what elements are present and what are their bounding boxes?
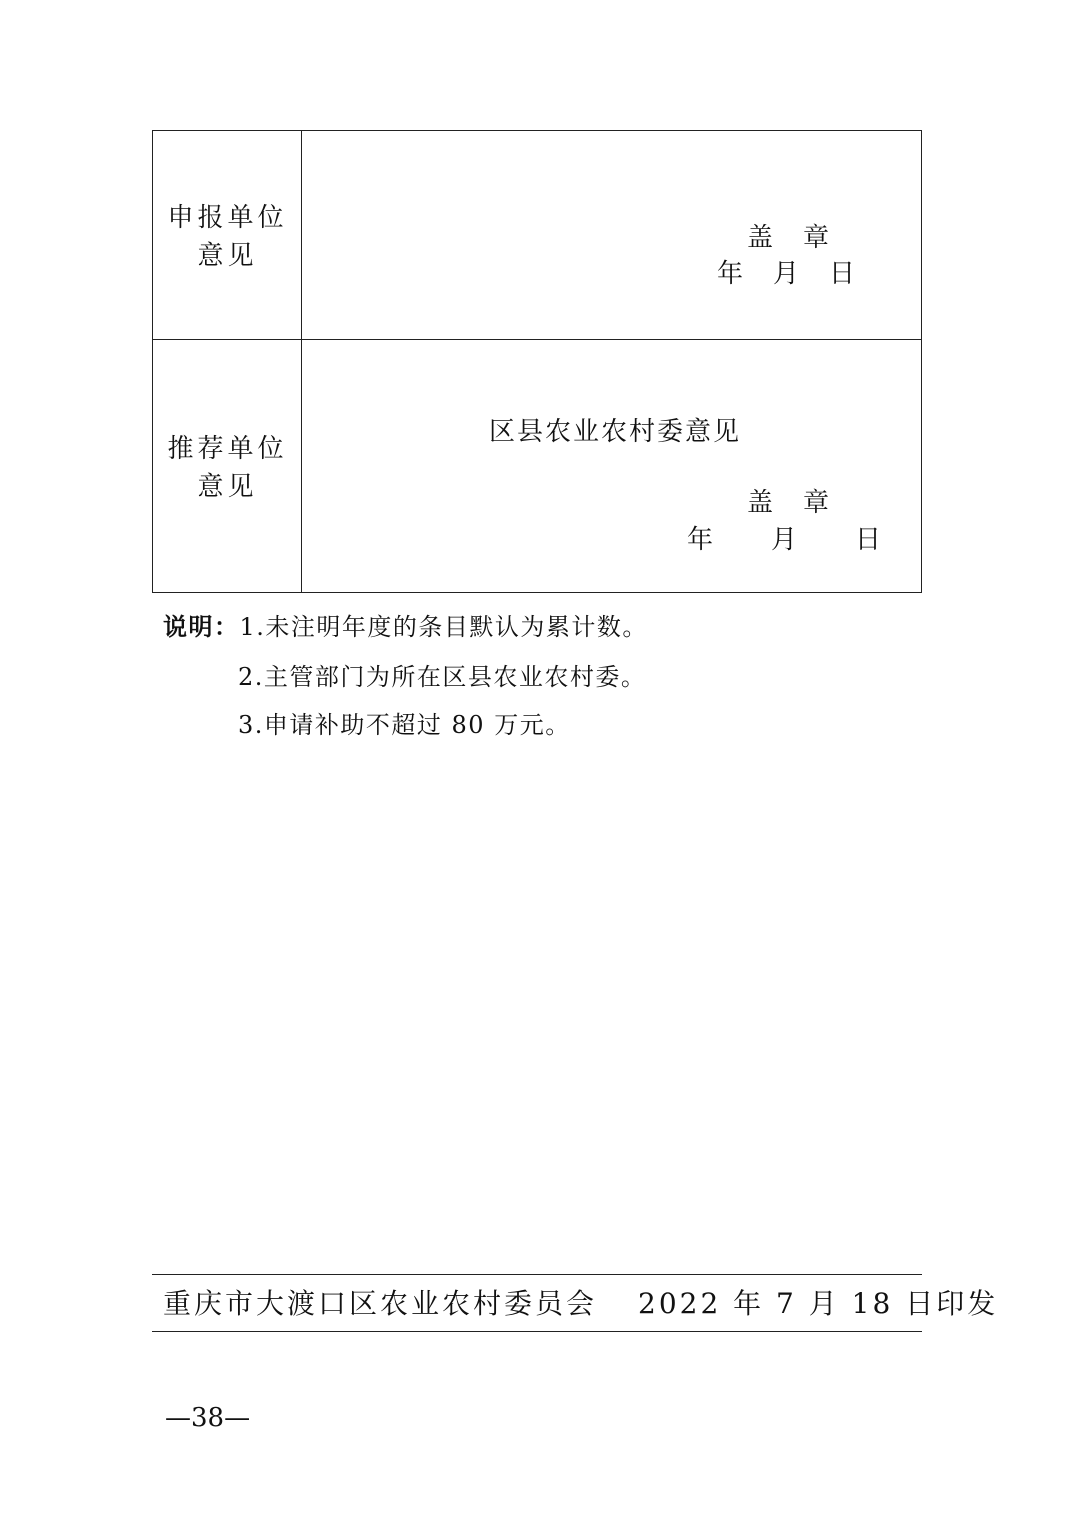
footer-bottom-rule	[152, 1331, 922, 1332]
note-item-2: 2.主管部门为所在区县农业农村委。	[238, 663, 647, 691]
opinion-form-table	[152, 130, 922, 593]
applicant-opinion-row	[153, 131, 921, 340]
applicant-label-line1: 申报单位	[167, 203, 288, 233]
footer-issuer: 重庆市大渡口区农业农村委员会	[163, 1287, 598, 1320]
recommender-date-text: 年 月 日	[687, 525, 884, 555]
recommender-label-line2: 意见	[197, 472, 258, 502]
county-opinion-title: 区县农业农村委意见	[489, 417, 742, 447]
applicant-date-text: 年 月 日	[717, 259, 858, 289]
applicant-seal-text: 盖 章	[747, 223, 832, 253]
recommender-label-line1: 推荐单位	[167, 434, 288, 464]
applicant-label-line2: 意见	[197, 241, 258, 271]
note-item-3: 3.申请补助不超过 80 万元。	[238, 711, 571, 739]
recommender-label-cell	[153, 340, 302, 592]
applicant-label-cell	[153, 131, 302, 339]
footer-issue-date: 2022 年 7 月 18 日印发	[638, 1287, 999, 1320]
recommender-opinion-row	[153, 340, 921, 592]
notes-label: 说明：	[163, 612, 240, 641]
recommender-seal-text: 盖 章	[747, 488, 832, 518]
notes-line-1	[163, 612, 648, 642]
note-item-1: 1.未注明年度的条目默认为累计数。	[239, 613, 648, 641]
footer-top-rule	[152, 1274, 922, 1275]
page-number: —38—	[165, 1403, 251, 1433]
